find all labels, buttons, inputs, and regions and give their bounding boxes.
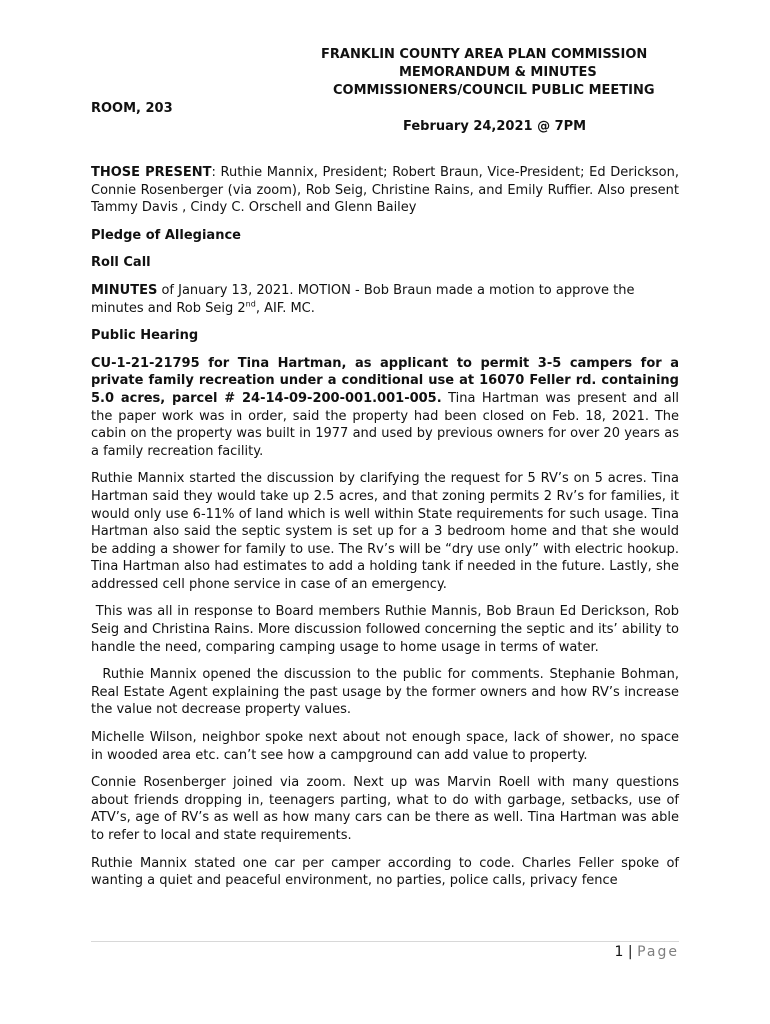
page-footer [615, 944, 679, 960]
case-paragraph [91, 355, 679, 461]
header-title-line1: FRANKLIN COUNTY AREA PLAN COMMISSION [321, 47, 648, 62]
case-title: CU-1-21-21795 for Tina Hartman, as applicant to permit 3-5 campers for a private family recreation under a conditional use at 16070 Feller rd. containing 5.0 acres, parcel # 24-14-09-200-001.001-005. [91, 355, 679, 406]
discussion-paragraph-3: Ruthie Mannix opened the discussion to the public for comments. Stephanie Bohman, Real Estate Agent explaining the past usage by the former owners and how RV’s increase the value not decrease property values. [91, 667, 684, 718]
pledge-heading: Pledge of Allegiance [91, 227, 241, 243]
those-present-label: THOSE PRESENT [91, 165, 212, 180]
discussion-paragraph-6: Ruthie Mannix stated one car per camper according to code. Charles Feller spoke of wanting a quiet and peaceful environment, no parties, police calls, privacy fence [91, 855, 679, 889]
roll-call-heading: Roll Call [91, 255, 151, 271]
page-number: 1 [614, 944, 624, 960]
case-text: Tina Hartman was present and all the paper work was in order, said the property had been closed on Feb. 18, 2021. The cabin on the property was built in 1977 and used by previous owners for over 20 years as a family recreation facility. [91, 390, 679, 459]
those-present-paragraph [91, 164, 679, 217]
minutes-text: of January 13, 2021. MOTION - Bob Braun made a motion to approve the minutes and Rob Seig 2 [91, 282, 635, 316]
footer-divider [91, 941, 679, 942]
page-separator: | [627, 944, 633, 960]
page-label: Page [637, 944, 679, 960]
minutes-superscript: nd [245, 299, 256, 309]
memo-page [91, 46, 684, 889]
public-hearing-heading: Public Hearing [91, 328, 199, 344]
minutes-tail: , AIF. MC. [255, 300, 315, 316]
discussion-paragraph-5: Connie Rosenberger joined via zoom. Next up was Marvin Roell with many questions about friends dropping in, teenagers parting, what to do with garbage, setbacks, use of ATV’s, age of RV’s as well as how many cars can be there as well. Tina Hartman was able to refer to local and state requirements. [91, 775, 679, 843]
meeting-date: February 24,2021 @ 7PM [403, 119, 587, 134]
discussion-paragraph-2: This was all in response to Board members Ruthie Mannis, Bob Braun Ed Derickson, Rob Seig and Christina Rains. More discussion followed concerning the septic and its’ ability to handle the need, comparing camping usage to home usage in terms of water. [91, 604, 684, 655]
discussion-paragraph-4: Michelle Wilson, neighbor spoke next about not enough space, lack of shower, no space in wooded area etc. can’t see how a campground can add value to property. [91, 730, 679, 763]
discussion-paragraph-1: Ruthie Mannix started the discussion by clarifying the request for 5 RV’s on 5 acres. Tina Hartman said they would take up 2.5 acres, and that zoning permits 2 Rv’s for families, it would only use 6-11% of land which is well within State requirements for such usage. Tina Hartman also said the septic system is set up for a 3 bedroom home and that she would be adding a shower for family to use. The Rv’s will be “dry use only” with electric hookup. Tina Hartman also had estimates to add a holding tank if needed in the future. Lastly, she addressed cell phone service in case of an emergency. [91, 471, 679, 592]
those-present-text: : Ruthie Mannix, President; Robert Braun, Vice-President; Ed Derickson, Connie Rosenberger (via zoom), Rob Seig, Christine Rains, and Emily Ruffier. Also present Tammy Davis , Cindy C. Orschell and Glenn Bailey [91, 165, 680, 216]
header-title-line2: MEMORANDUM & MINUTES [399, 65, 597, 80]
header-title-line3: COMMISSIONERS/COUNCIL PUBLIC MEETING [333, 83, 655, 98]
memo-body [91, 164, 684, 900]
minutes-label: MINUTES [91, 282, 158, 298]
minutes-paragraph [91, 282, 679, 317]
meeting-room: ROOM, 203 [91, 101, 173, 116]
